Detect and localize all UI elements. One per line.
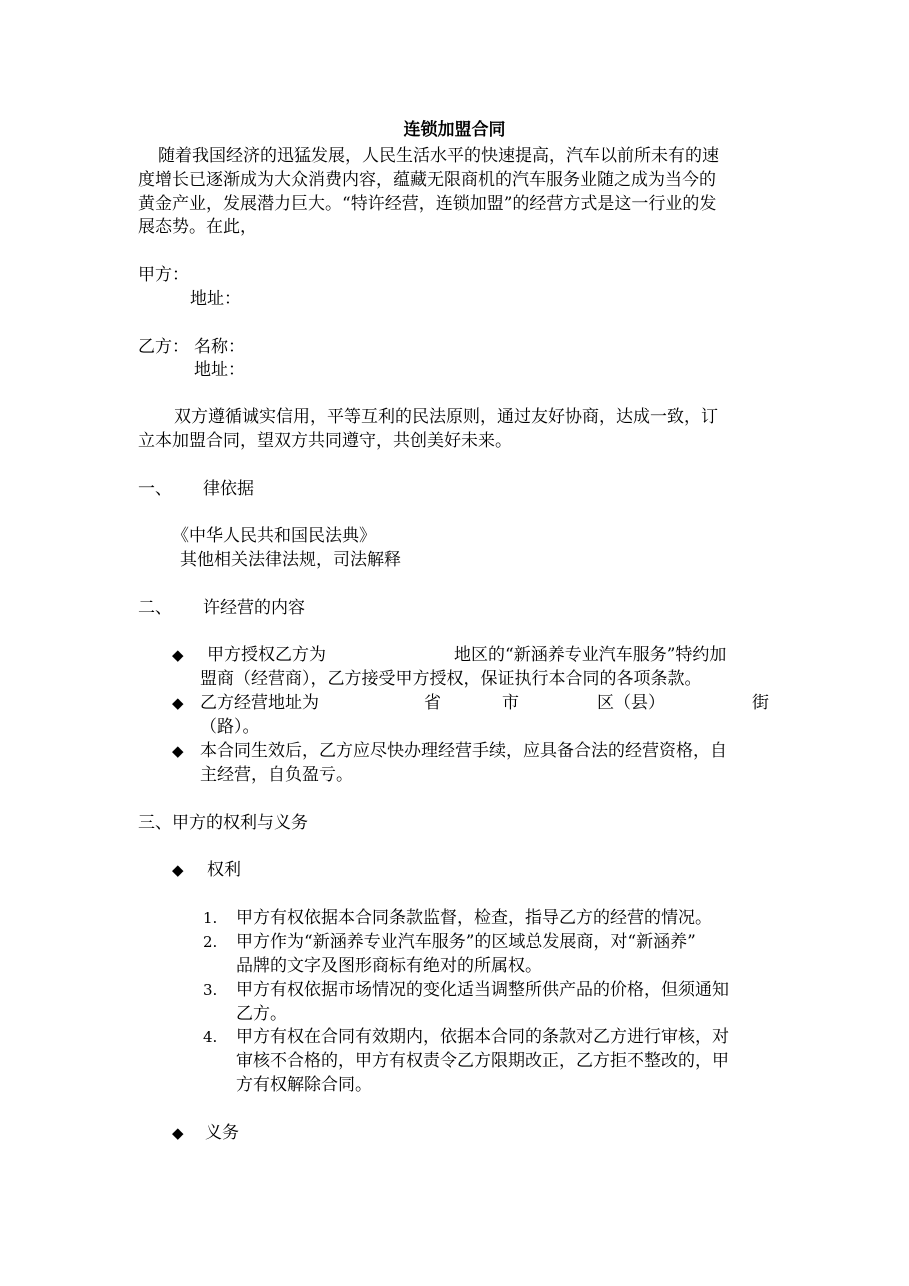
diamond-bullet-icon: ◆: [172, 742, 184, 760]
rights-item-1-number: 1.: [203, 909, 218, 927]
agreement-line-1: 双方遵循诚实信用，平等互利的民法原则，通过友好协商，达成一致，订: [174, 407, 718, 427]
diamond-bullet-icon: ◆: [172, 694, 184, 712]
duties-label: 义务: [205, 1123, 239, 1143]
rights-item-4-number: 4.: [203, 1028, 218, 1046]
party-a-address: 地址：: [190, 289, 241, 309]
rights-item-4-line-3: 方有权解除合同。: [236, 1075, 372, 1095]
rights-item-2-number: 2.: [203, 933, 218, 951]
diamond-bullet-icon: ◆: [172, 1124, 184, 1142]
intro-line-1: 随着我国经济的迅猛发展，人民生活水平的快速提高，汽车以前所未有的速: [158, 146, 719, 166]
s2-bullet-2-city: 市: [502, 693, 519, 713]
agreement-line-2: 立本加盟合同，望双方共同遵守，共创美好未来。: [138, 431, 512, 451]
rights-item-4-line-1: 甲方有权在合同有效期内，依据本合同的条款对乙方进行审核，对: [236, 1027, 729, 1047]
s2-bullet-2-district: 区（县）: [597, 693, 665, 713]
s2-bullet-1-part-1: 甲方授权乙方为: [207, 645, 326, 665]
section-3-title: 三、甲方的权利与义务: [138, 813, 308, 833]
intro-line-3: 黄金产业，发展潜力巨大。“特许经营，连锁加盟”的经营方式是这一行业的发: [138, 194, 717, 214]
s2-bullet-3-line-2: 主经营，自负盈亏。: [200, 765, 353, 785]
section-1-title: 律依据: [203, 479, 254, 499]
s2-bullet-2-label: 乙方经营地址为: [200, 693, 319, 713]
section-2-title: 许经营的内容: [203, 598, 305, 618]
s2-bullet-2-province: 省: [424, 693, 441, 713]
intro-line-4: 展态势。在此，: [138, 217, 257, 237]
party-b-address: 地址：: [194, 360, 245, 380]
section-1-number: 一、: [138, 479, 172, 499]
rights-item-3-line-2: 乙方。: [236, 1004, 287, 1024]
rights-item-2-line-1: 甲方作为“新涵养专业汽车服务”的区域总发展商，对“新涵养”: [236, 932, 696, 952]
rights-item-2-line-2: 品牌的文字及图形商标有绝对的所属权。: [236, 956, 542, 976]
rights-item-3-number: 3.: [203, 981, 218, 999]
party-b-name: 名称：: [194, 337, 245, 357]
intro-line-2: 度增长已逐渐成为大众消费内容，蕴藏无限商机的汽车服务业随之成为当今的: [138, 170, 716, 190]
s2-bullet-3-line-1: 本合同生效后，乙方应尽快办理经营手续，应具备合法的经营资格，自: [200, 741, 727, 761]
party-b-label: 乙方：: [138, 337, 189, 357]
s2-bullet-2-line-2: （路）。: [200, 717, 260, 737]
law-item-2: 其他相关法律法规，司法解释: [180, 550, 401, 570]
document-title: 连锁加盟合同: [403, 120, 506, 140]
rights-item-3-line-1: 甲方有权依据市场情况的变化适当调整所供产品的价格，但须通知: [236, 980, 729, 1000]
s2-bullet-1-part-2: 地区的“新涵养专业汽车服务”特约加: [454, 645, 727, 665]
party-a-label: 甲方：: [138, 265, 189, 285]
law-item-1: 《中华人民共和国民法典》: [172, 526, 376, 546]
diamond-bullet-icon: ◆: [172, 861, 184, 879]
rights-label: 权利: [207, 860, 241, 880]
diamond-bullet-icon: ◆: [172, 646, 184, 664]
rights-item-1-line-1: 甲方有权依据本合同条款监督，检查，指导乙方的经营的情况。: [236, 908, 712, 928]
s2-bullet-2-street: 街: [752, 693, 769, 713]
rights-item-4-line-2: 审核不合格的，甲方有权责令乙方限期改正，乙方拒不整改的，甲: [236, 1051, 729, 1071]
s2-bullet-1-line-2: 盟商（经营商），乙方接受甲方授权，保证执行本合同的各项条款。: [200, 669, 702, 689]
section-2-number: 二、: [138, 598, 172, 618]
